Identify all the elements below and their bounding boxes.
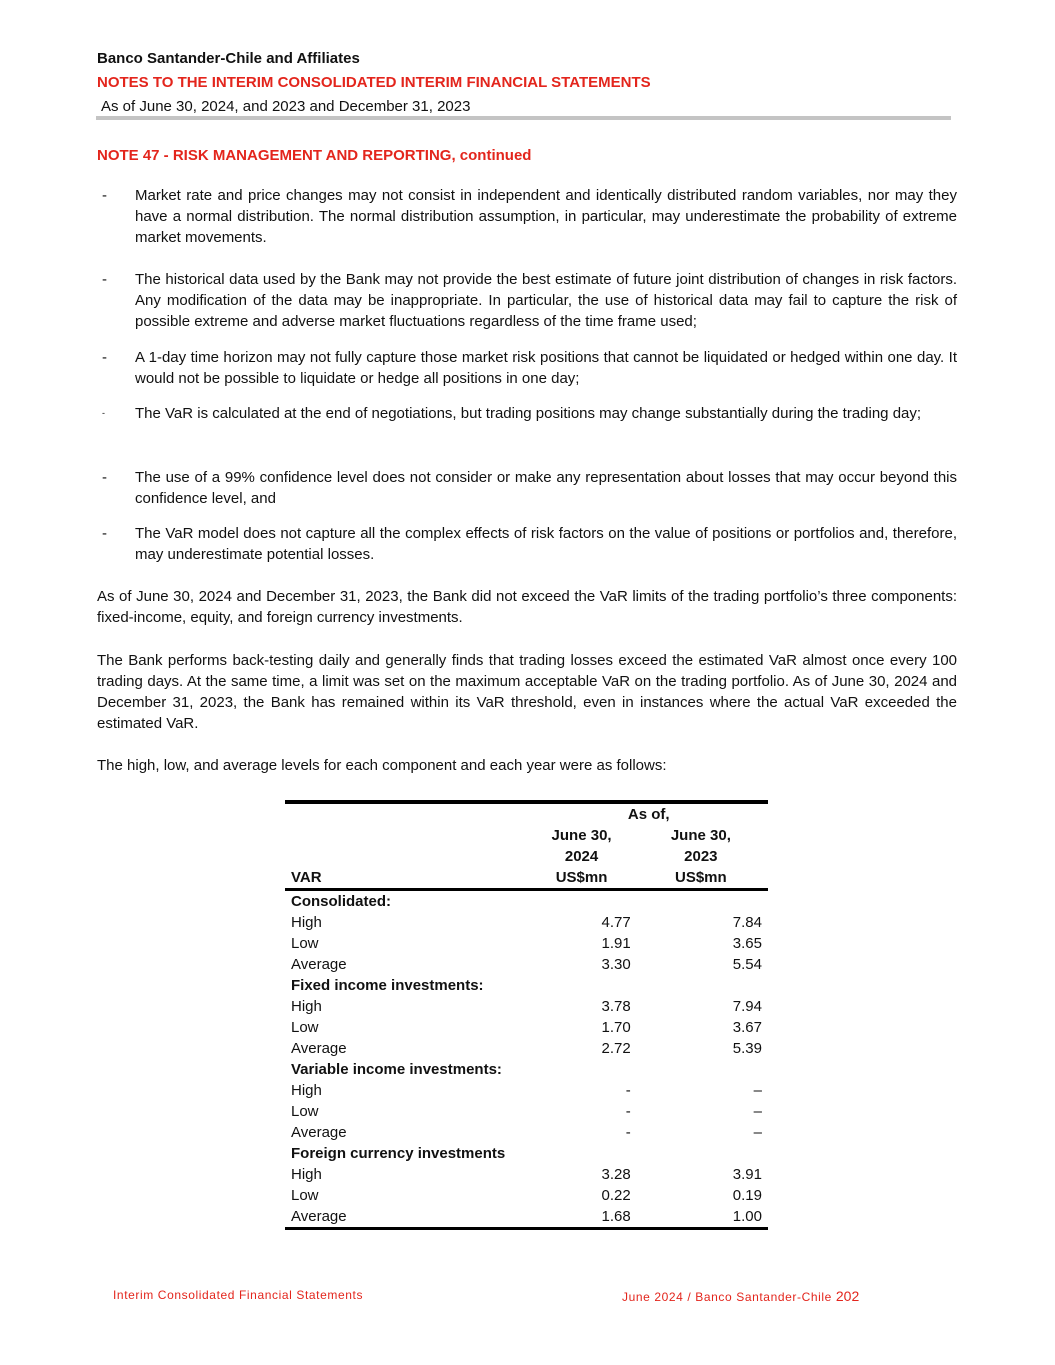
body-paragraph: As of June 30, 2024 and December 31, 2023, the Bank did not exceed the VaR limits of the trading portfolio’s three components: fixed-income, equity, and foreign currency investments.	[97, 588, 957, 626]
row-label: Average	[291, 1124, 347, 1141]
value-2024	[529, 890, 633, 913]
row-label: Average	[285, 1206, 529, 1229]
bullet-dash: -	[102, 349, 107, 366]
bullet-dash: -	[102, 271, 107, 288]
body-paragraph: The Bank performs back-testing daily and generally finds that trading losses exceed the estimated VaR almost once every 100 trading days. At the same time, a limit was set on the maximum acceptable VaR on the trading portfolio. As of June 30, 2024 and December 31, 2023, the Bank has remained within its VaR threshold, even in instances where the actual VaR exceeded the estimated VaR.	[97, 652, 957, 732]
table-row	[285, 954, 768, 975]
table-header-row	[285, 825, 768, 846]
as-of-header: As of,	[529, 802, 768, 825]
table-header-row	[285, 867, 768, 890]
bullet-item	[97, 185, 957, 248]
table-row	[285, 1101, 768, 1122]
value-2023: 3.91	[732, 1166, 762, 1183]
col-2024-unit: US$mn	[529, 867, 633, 890]
header-divider	[96, 116, 951, 120]
table-row	[285, 933, 768, 954]
bullet-item	[97, 347, 957, 389]
row-label: Variable income investments:	[291, 1061, 502, 1078]
col-2024-year: 2024	[564, 848, 599, 865]
bullet-text: Market rate and price changes may not consist in independent and identically distributed random variables, nor may they have a normal distribution. The normal distribution assumption, in particular, may underestimate the probability of extreme market movements.	[135, 187, 957, 246]
col-2024-date: June 30,	[551, 827, 612, 844]
row-label: Low	[291, 1019, 319, 1036]
value-2023: –	[753, 1103, 762, 1120]
bullet-dash: -	[102, 525, 107, 542]
col-2023-date: June 30,	[670, 827, 731, 844]
value-2024: 4.77	[601, 914, 631, 931]
row-label: High	[291, 914, 322, 931]
table-row	[285, 1164, 768, 1185]
row-label: High	[291, 1166, 322, 1183]
bullet-text: The historical data used by the Bank may not provide the best estimate of future joint distribution of changes in risk factors. Any modification of the data may be inappropriate. In particular, the use of historical data may fail to capture the risk of possible extreme and adverse market fluctuations regardless of the time frame used;	[135, 271, 957, 330]
value-2023: 5.54	[732, 956, 762, 973]
bullet-text: A 1-day time horizon may not fully capture those market risk positions that cannot be liquidated or hedged within one day. It would not be possible to liquidate or hedge all positions in one day;	[135, 349, 957, 387]
value-2024	[529, 1143, 633, 1164]
value-2023	[634, 975, 768, 996]
statement-date-line: As of June 30, 2024, and 2023 and December 31, 2023	[101, 98, 471, 115]
value-2024: -	[625, 1082, 631, 1099]
row-label: Low	[291, 1103, 319, 1120]
body-paragraph: The high, low, and average levels for each component and each year were as follows:	[97, 757, 667, 774]
value-2023	[634, 1143, 768, 1164]
value-2023: 7.94	[732, 998, 762, 1015]
row-label: Average	[291, 956, 347, 973]
table-header-row	[285, 802, 768, 825]
value-2023: 5.39	[732, 1040, 762, 1057]
bullet-item	[97, 467, 957, 509]
row-label: High	[291, 1082, 322, 1099]
row-label: Foreign currency investments	[291, 1145, 506, 1162]
value-2023: 3.65	[732, 935, 762, 952]
table-section-row	[285, 975, 768, 996]
table-row	[285, 1038, 768, 1059]
row-label: Low	[291, 1187, 319, 1204]
table-row	[285, 912, 768, 933]
table-row	[285, 1185, 768, 1206]
value-2023	[634, 1059, 768, 1080]
row-label: Low	[291, 935, 319, 952]
bullet-dash: -	[102, 187, 107, 204]
bullet-text: The VaR is calculated at the end of negotiations, but trading positions may change substantially during the trading day;	[135, 405, 922, 422]
var-table	[285, 800, 768, 1230]
bullet-item	[97, 403, 957, 424]
table-body	[285, 890, 768, 1229]
value-2024: 1.91	[601, 935, 631, 952]
value-2024: -	[625, 1103, 631, 1120]
row-label: Fixed income investments:	[291, 977, 484, 994]
value-2024	[529, 1059, 633, 1080]
footer-left-text: Interim Consolidated Financial Statements	[113, 1288, 364, 1302]
value-2024: 1.68	[529, 1206, 633, 1229]
table-row	[285, 1080, 768, 1101]
table-row	[285, 1206, 768, 1229]
value-2023: –	[753, 1124, 762, 1141]
value-2024	[529, 975, 633, 996]
table-section-row	[285, 1143, 768, 1164]
statement-title: NOTES TO THE INTERIM CONSOLIDATED INTERIM FINANCIAL STATEMENTS	[97, 74, 651, 91]
value-2024: -	[625, 1124, 631, 1141]
bullet-item	[97, 269, 957, 332]
value-2023: 3.67	[732, 1019, 762, 1036]
var-column-label: VAR	[285, 867, 529, 890]
value-2023: –	[753, 1082, 762, 1099]
value-2024: 3.30	[601, 956, 631, 973]
page-number: 202	[835, 1288, 860, 1304]
value-2024: 0.22	[601, 1187, 631, 1204]
bullet-dash: -	[102, 408, 105, 418]
value-2023: 7.84	[732, 914, 762, 931]
value-2024: 2.72	[601, 1040, 631, 1057]
value-2023: 1.00	[634, 1206, 768, 1229]
value-2024: 3.78	[601, 998, 631, 1015]
table-header-row	[285, 846, 768, 867]
company-name: Banco Santander-Chile and Affiliates	[97, 50, 360, 67]
table-row	[285, 1122, 768, 1143]
value-2023: 0.19	[732, 1187, 762, 1204]
value-2024: 1.70	[601, 1019, 631, 1036]
col-2023-year: 2023	[684, 848, 718, 865]
footer-right	[622, 1288, 859, 1304]
bullet-text: The use of a 99% confidence level does not consider or make any representation about losses that may occur beyond this confidence level, and	[135, 469, 957, 507]
value-2023	[634, 890, 768, 913]
note-title: NOTE 47 - RISK MANAGEMENT AND REPORTING, continued	[97, 147, 532, 164]
table-row	[285, 996, 768, 1017]
row-label: High	[291, 998, 322, 1015]
col-2023-unit: US$mn	[634, 867, 768, 890]
bullet-item	[97, 523, 957, 565]
footer-right-text: June 2024 / Banco Santander-Chile	[622, 1290, 832, 1304]
bullet-dash: -	[102, 469, 107, 486]
row-label: Consolidated:	[291, 893, 391, 910]
row-label: Average	[291, 1040, 347, 1057]
table-section-row	[285, 1059, 768, 1080]
table-row	[285, 1017, 768, 1038]
bullet-text: The VaR model does not capture all the complex effects of risk factors on the value of positions or portfolios and, therefore, may underestimate potential losses.	[135, 525, 957, 563]
value-2024: 3.28	[601, 1166, 631, 1183]
table-section-row	[285, 890, 768, 913]
